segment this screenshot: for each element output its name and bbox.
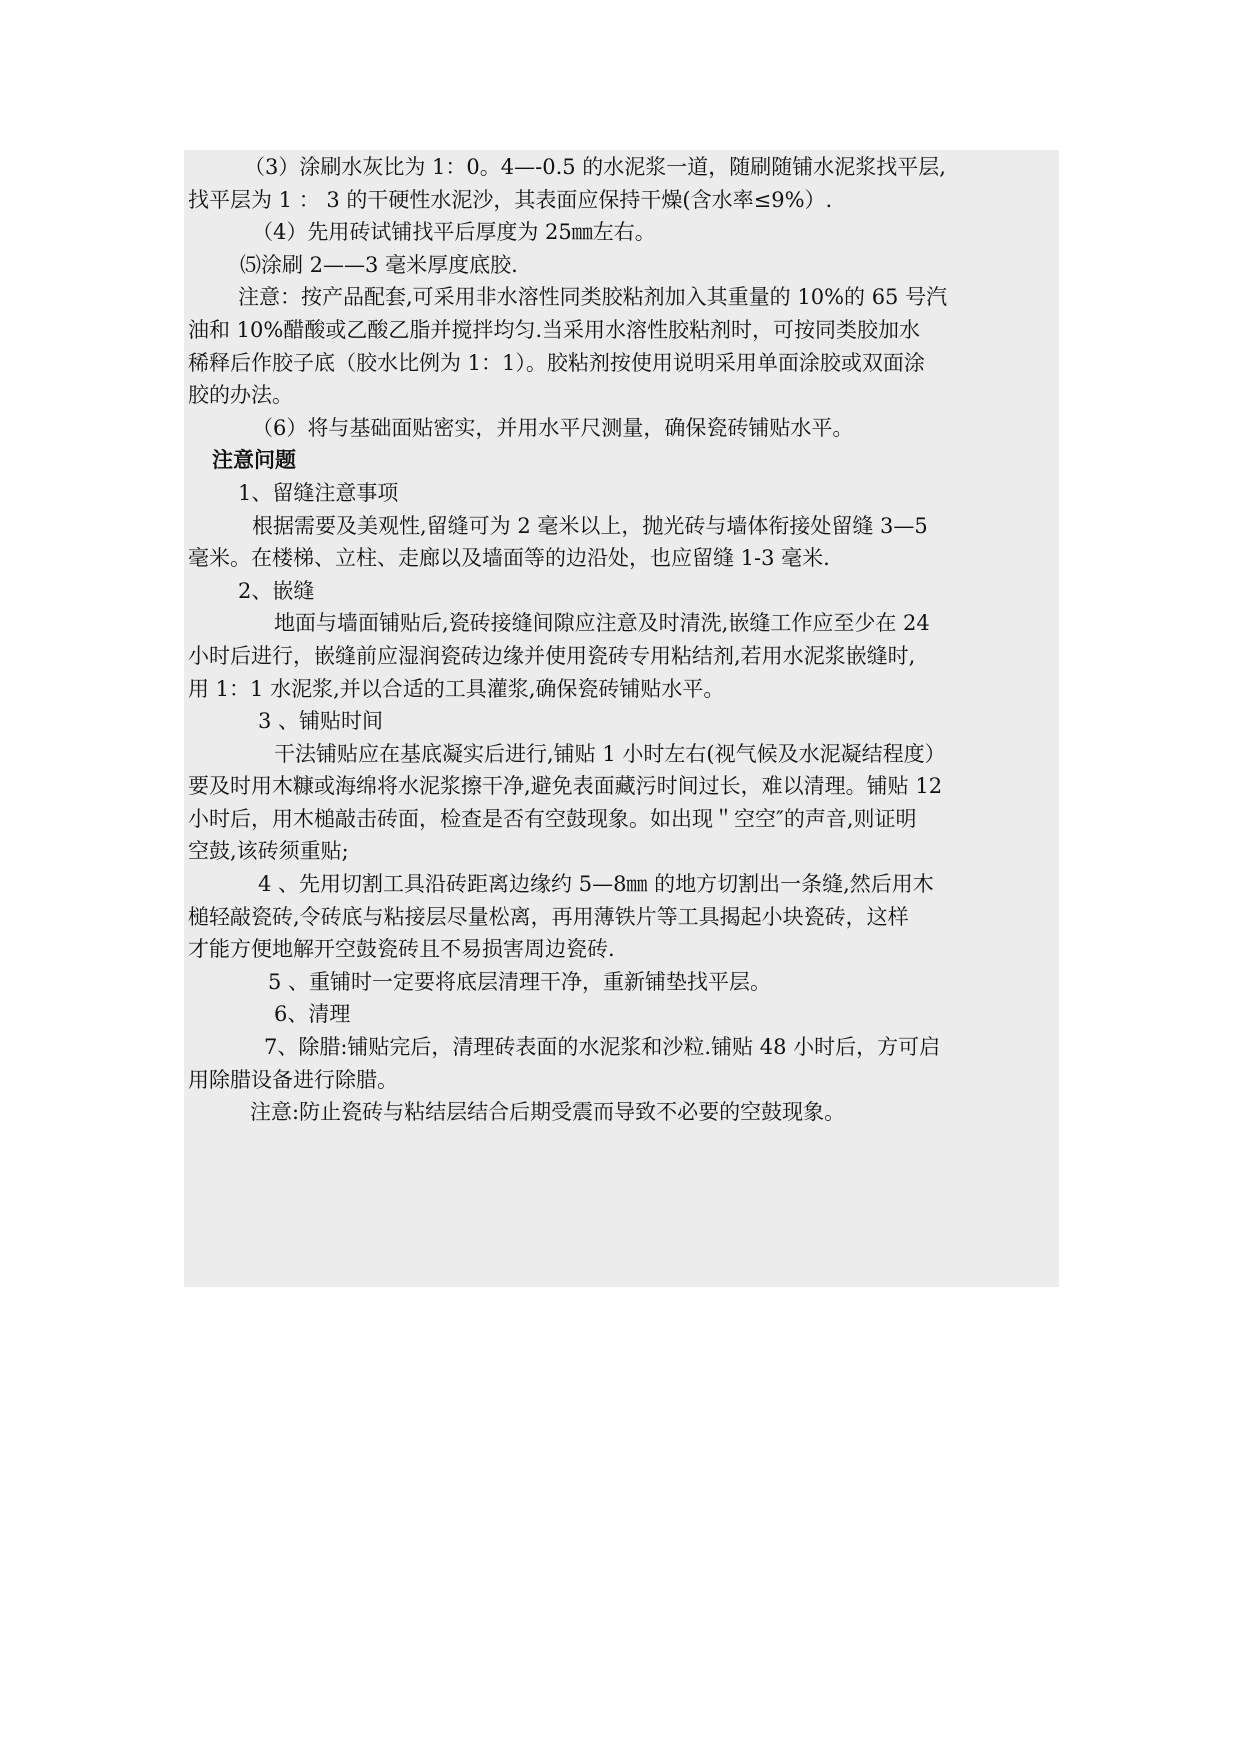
- text-line: （3）涂刷水灰比为 1：0。4—-0.5 的水泥浆一道，随刷随铺水泥浆找平层,: [244, 155, 946, 179]
- text-line: 找平层为 1 ： 3 的干硬性水泥沙，其表面应保持干燥(含水率≤9%）.: [188, 187, 833, 212]
- text-line: 1、留缝注意事项: [238, 480, 399, 505]
- text-line: 小时后，用木槌敲击砖面，检查是否有空鼓现象。如出现＂空空″的声音,则证明: [188, 806, 917, 831]
- text-line: 用除腊设备进行除腊。: [188, 1067, 398, 1092]
- text-line: 注意:防止瓷砖与粘结层结合后期受震而导致不必要的空鼓现象。: [250, 1100, 846, 1125]
- text-line: （6）将与基础面贴密实，并用水平尺测量，确保瓷砖铺贴水平。: [252, 415, 854, 440]
- text-line: 胶的办法。: [188, 383, 293, 408]
- text-line: 才能方便地解开空鼓瓷砖且不易损害周边瓷砖.: [188, 937, 615, 962]
- text-line: 稀释后作胶子底（胶水比例为 1：1）。胶粘剂按使用说明采用单面涂胶或双面涂: [188, 350, 925, 375]
- document-body: [188, 151, 1056, 1129]
- text-line: ⑸涂刷 2——3 毫米厚度底胶.: [240, 252, 518, 277]
- section-heading: 注意问题: [212, 447, 296, 473]
- text-line: 小时后进行，嵌缝前应湿润瓷砖边缘并使用瓷砖专用粘结剂,若用水泥浆嵌缝时,: [188, 643, 916, 668]
- text-line: 注意：按产品配套,可采用非水溶性同类胶粘剂加入其重量的 10%的 65 号汽: [238, 285, 948, 310]
- text-line: 地面与墙面铺贴后,瓷砖接缝间隙应注意及时清洗,嵌缝工作应至少在 24: [274, 611, 930, 636]
- text-line: 槌轻敲瓷砖,令砖底与粘接层尽量松离，再用薄铁片等工具揭起小块瓷砖，这样: [188, 904, 909, 929]
- text-line: 6、清理: [274, 1002, 351, 1027]
- text-line: （4）先用砖试铺找平后厚度为 25㎜左右。: [252, 220, 656, 245]
- text-line: 空鼓,该砖须重贴;: [188, 839, 349, 864]
- text-line: 干法铺贴应在基底凝实后进行,铺贴 1 小时左右(视气候及水泥凝结程度）: [274, 741, 946, 766]
- text-line: 7、除腊:铺贴完后，清理砖表面的水泥浆和沙粒.铺贴 48 小时后，方可启: [264, 1035, 941, 1060]
- text-line: 4 、先用切割工具沿砖距离边缘约 5—8㎜ 的地方切割出一条缝,然后用木: [258, 872, 934, 897]
- text-line: 毫米。在楼梯、立柱、走廊以及墙面等的边沿处，也应留缝 1-3 毫米.: [188, 546, 830, 571]
- text-line: 5 、重铺时一定要将底层清理干净，重新铺垫找平层。: [268, 969, 772, 994]
- text-line: 3 、铺贴时间: [258, 709, 384, 734]
- text-line: 2、嵌缝: [238, 578, 315, 603]
- text-line: 用 1：1 水泥浆,并以合适的工具灌浆,确保瓷砖铺贴水平。: [188, 676, 725, 701]
- text-line: 根据需要及美观性,留缝可为 2 毫米以上，抛光砖与墙体衔接处留缝 3—5: [252, 513, 928, 538]
- text-line: 油和 10%醋酸或乙酸乙脂并搅拌均匀.当采用水溶性胶粘剂时，可按同类胶加水: [188, 317, 921, 342]
- text-line: 要及时用木糠或海绵将水泥浆擦干净,避免表面藏污时间过长，难以清理。铺贴 12: [188, 774, 943, 799]
